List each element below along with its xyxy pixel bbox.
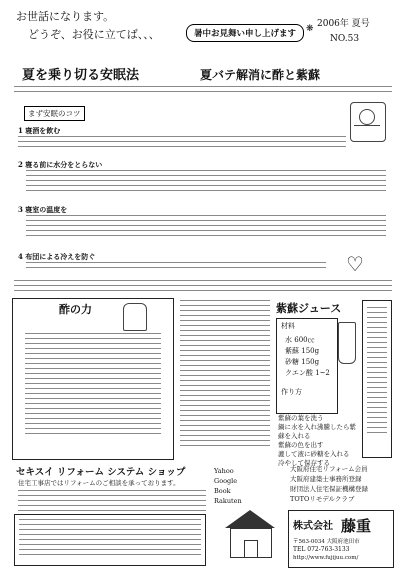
steps-label: 作り方 <box>281 388 302 396</box>
vinegar-title: 酢の力 <box>59 303 92 316</box>
company-label: 株式会社 <box>293 521 333 532</box>
recipe-step: 紫蘇の葉を洗う <box>278 414 324 422</box>
ingredient-row: クエン酸 1~2 <box>285 369 330 377</box>
recipe-step: 冷やして保存する <box>278 459 330 467</box>
shiso-title: 紫蘇ジュース <box>276 302 342 315</box>
section-4-heading: 4 布団による冷えを防ぐ <box>18 252 96 261</box>
footer-contact-text <box>19 519 201 559</box>
section-2-heading: 2 寝る前に水分をとらない <box>18 160 103 169</box>
middle-text <box>180 300 270 450</box>
company-address: 〒563-0034 大阪府池田市 <box>293 539 360 545</box>
title-right: 夏バテ解消に酢と紫蘇 <box>200 68 321 82</box>
vinegar-box <box>12 298 174 460</box>
vertical-note-text <box>367 307 387 437</box>
ingredient-row: 紫蘇 150g <box>285 347 320 355</box>
materials-label: 材料 <box>281 322 295 330</box>
recipe-steps <box>278 414 358 468</box>
footer-contact-box <box>14 514 206 566</box>
greeting: お世話になります。 <box>16 10 115 23</box>
company-tel: TEL 072-763-3133 <box>293 546 350 553</box>
bottle-icon <box>123 303 147 331</box>
ingredient-row: 水 600㏄ <box>285 336 315 344</box>
company-url[interactable]: http://www.fujijuu.com/ <box>293 555 359 561</box>
vertical-note-box <box>362 300 392 458</box>
summer-greeting-banner <box>186 24 304 42</box>
recipe-step: 漉して液に砂糖を入れる <box>278 450 350 458</box>
certification-line: TOTOリモデルクラブ <box>290 495 355 503</box>
ingredient-row: 砂糖 150g <box>285 358 320 366</box>
juice-glass-icon <box>338 322 356 364</box>
certification-line: 大阪府住宅リフォーム会員 <box>290 465 368 473</box>
subtitle: どうぞ、お役に立てば、、、 <box>28 28 160 41</box>
recipe-step: 紫蘇の色を出す <box>278 441 324 449</box>
house-icon <box>220 510 280 560</box>
section-1-heading: 1 寝酒を飲む <box>18 126 61 135</box>
title-left: 夏を乗り切る安眠法 <box>22 68 140 83</box>
search-item: Rakuten <box>214 497 242 505</box>
recipe-step: 鍋に水を入れ沸騰したら紫蘇を入れる <box>278 423 356 440</box>
search-item: Google <box>214 477 238 485</box>
company-box <box>288 510 394 568</box>
footer-subtitle: 住宅工事店ではリフォームのご相談を承っております。 <box>18 479 180 487</box>
ingredient-list <box>285 335 330 379</box>
company-name: 藤重 <box>341 517 372 535</box>
search-item: Book <box>214 487 231 495</box>
heart-icon: ♡ <box>346 252 364 276</box>
section-2-text <box>26 170 386 195</box>
issue-number: NO.53 <box>330 34 360 44</box>
closing-text <box>14 280 392 295</box>
basics-label: まず安眠のコツ <box>24 106 85 121</box>
section-4-text <box>26 262 326 272</box>
sleeping-person-icon <box>350 102 386 142</box>
section-3-heading: 3 寝室の温度を <box>18 205 68 214</box>
sun-icon: ❋ <box>306 24 314 34</box>
banner-text: 暑中お見舞い申し上げます <box>193 29 296 39</box>
search-list <box>214 466 242 506</box>
footer-title: セキスイ リフォーム システム ショップ <box>16 467 186 478</box>
certification-line: 財団法人住宅保証機構登録 <box>290 485 368 493</box>
ingredients-box <box>276 318 338 414</box>
vinegar-text <box>25 333 161 438</box>
section-3-text <box>26 215 386 240</box>
search-item: Yahoo <box>214 467 234 475</box>
certification-line: 大阪府建築士事務所登録 <box>290 475 362 483</box>
certifications <box>290 464 368 504</box>
issue: 2006年 夏号 <box>317 19 370 29</box>
main-intro-text <box>14 86 392 96</box>
section-1-text <box>18 136 346 151</box>
footer-body-text <box>18 490 206 515</box>
